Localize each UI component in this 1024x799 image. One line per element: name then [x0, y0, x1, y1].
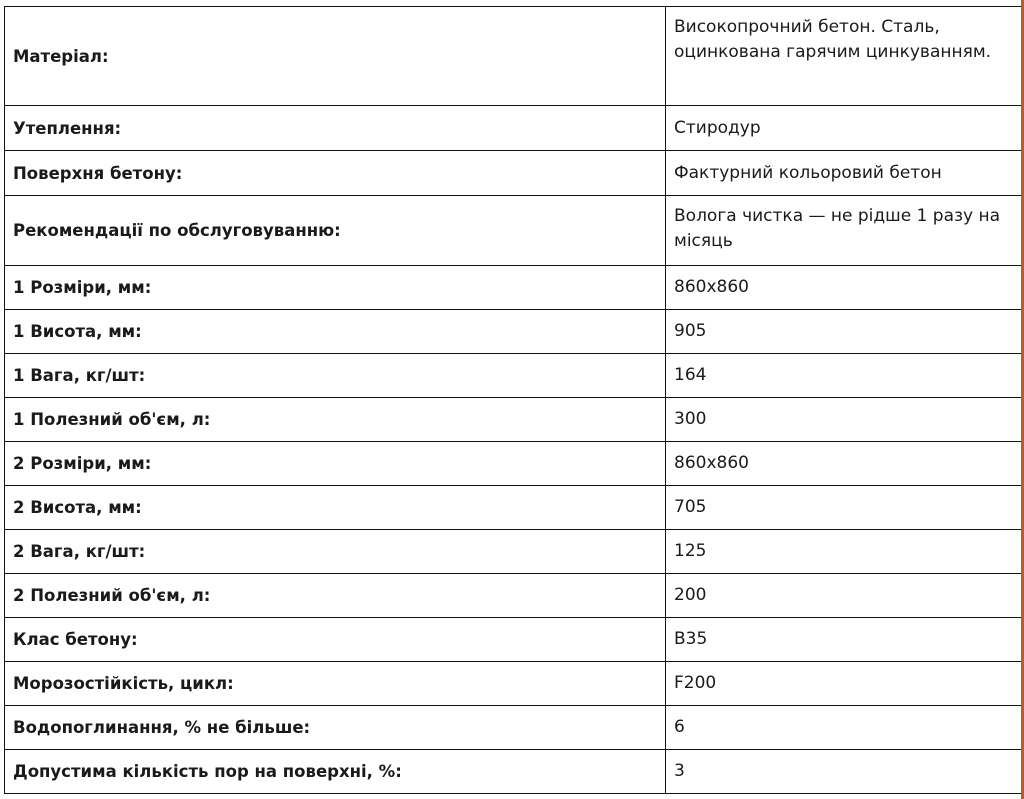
table-row [5, 398, 1024, 442]
table-row [5, 7, 1024, 106]
spec-label: 1 Полезний об'єм, л: [5, 398, 666, 442]
table-row [5, 662, 1024, 706]
spec-value: Фактурний кольоровий бетон [666, 151, 1024, 196]
spec-label: 2 Вага, кг/шт: [5, 530, 666, 574]
spec-value: 3 [666, 750, 1024, 794]
spec-value: 905 [666, 310, 1024, 354]
spec-value: Високопрочний бетон. Сталь, оцинкована гарячим цинкуванням. [666, 7, 1024, 106]
table-row [5, 196, 1024, 266]
spec-value: 300 [666, 398, 1024, 442]
spec-label: Рекомендації по обслуговуванню: [5, 196, 666, 266]
spec-value: Вологa чистка — не рідше 1 разу на місяць [666, 196, 1024, 266]
spec-label: Матеріал: [5, 7, 666, 106]
spec-value: F200 [666, 662, 1024, 706]
table-row [5, 618, 1024, 662]
table-row [5, 750, 1024, 794]
spec-value: 125 [666, 530, 1024, 574]
spec-label: Водопоглинання, % не більше: [5, 706, 666, 750]
spec-label: Поверхня бетону: [5, 151, 666, 196]
spec-label: 1 Висота, мм: [5, 310, 666, 354]
spec-label: 1 Вага, кг/шт: [5, 354, 666, 398]
spec-label: 2 Розміри, мм: [5, 442, 666, 486]
table-row [5, 574, 1024, 618]
table-row [5, 106, 1024, 151]
spec-label: Клас бетону: [5, 618, 666, 662]
spec-value: 860х860 [666, 266, 1024, 310]
spec-label: 2 Висота, мм: [5, 486, 666, 530]
spec-value: 164 [666, 354, 1024, 398]
spec-label: Морозостійкість, цикл: [5, 662, 666, 706]
table-row [5, 530, 1024, 574]
spec-value: 860х860 [666, 442, 1024, 486]
spec-label: 2 Полезний об'єм, л: [5, 574, 666, 618]
spec-table [4, 6, 1024, 794]
table-row [5, 442, 1024, 486]
spec-value: B35 [666, 618, 1024, 662]
table-row [5, 266, 1024, 310]
spec-value: 200 [666, 574, 1024, 618]
table-row [5, 706, 1024, 750]
table-row [5, 310, 1024, 354]
spec-value: Стиродур [666, 106, 1024, 151]
table-row [5, 486, 1024, 530]
spec-label: Допустима кількість пор на поверхні, %: [5, 750, 666, 794]
spec-value: 705 [666, 486, 1024, 530]
table-row [5, 354, 1024, 398]
spec-label: 1 Розміри, мм: [5, 266, 666, 310]
table-row [5, 151, 1024, 196]
spec-label: Утеплення: [5, 106, 666, 151]
spec-value: 6 [666, 706, 1024, 750]
